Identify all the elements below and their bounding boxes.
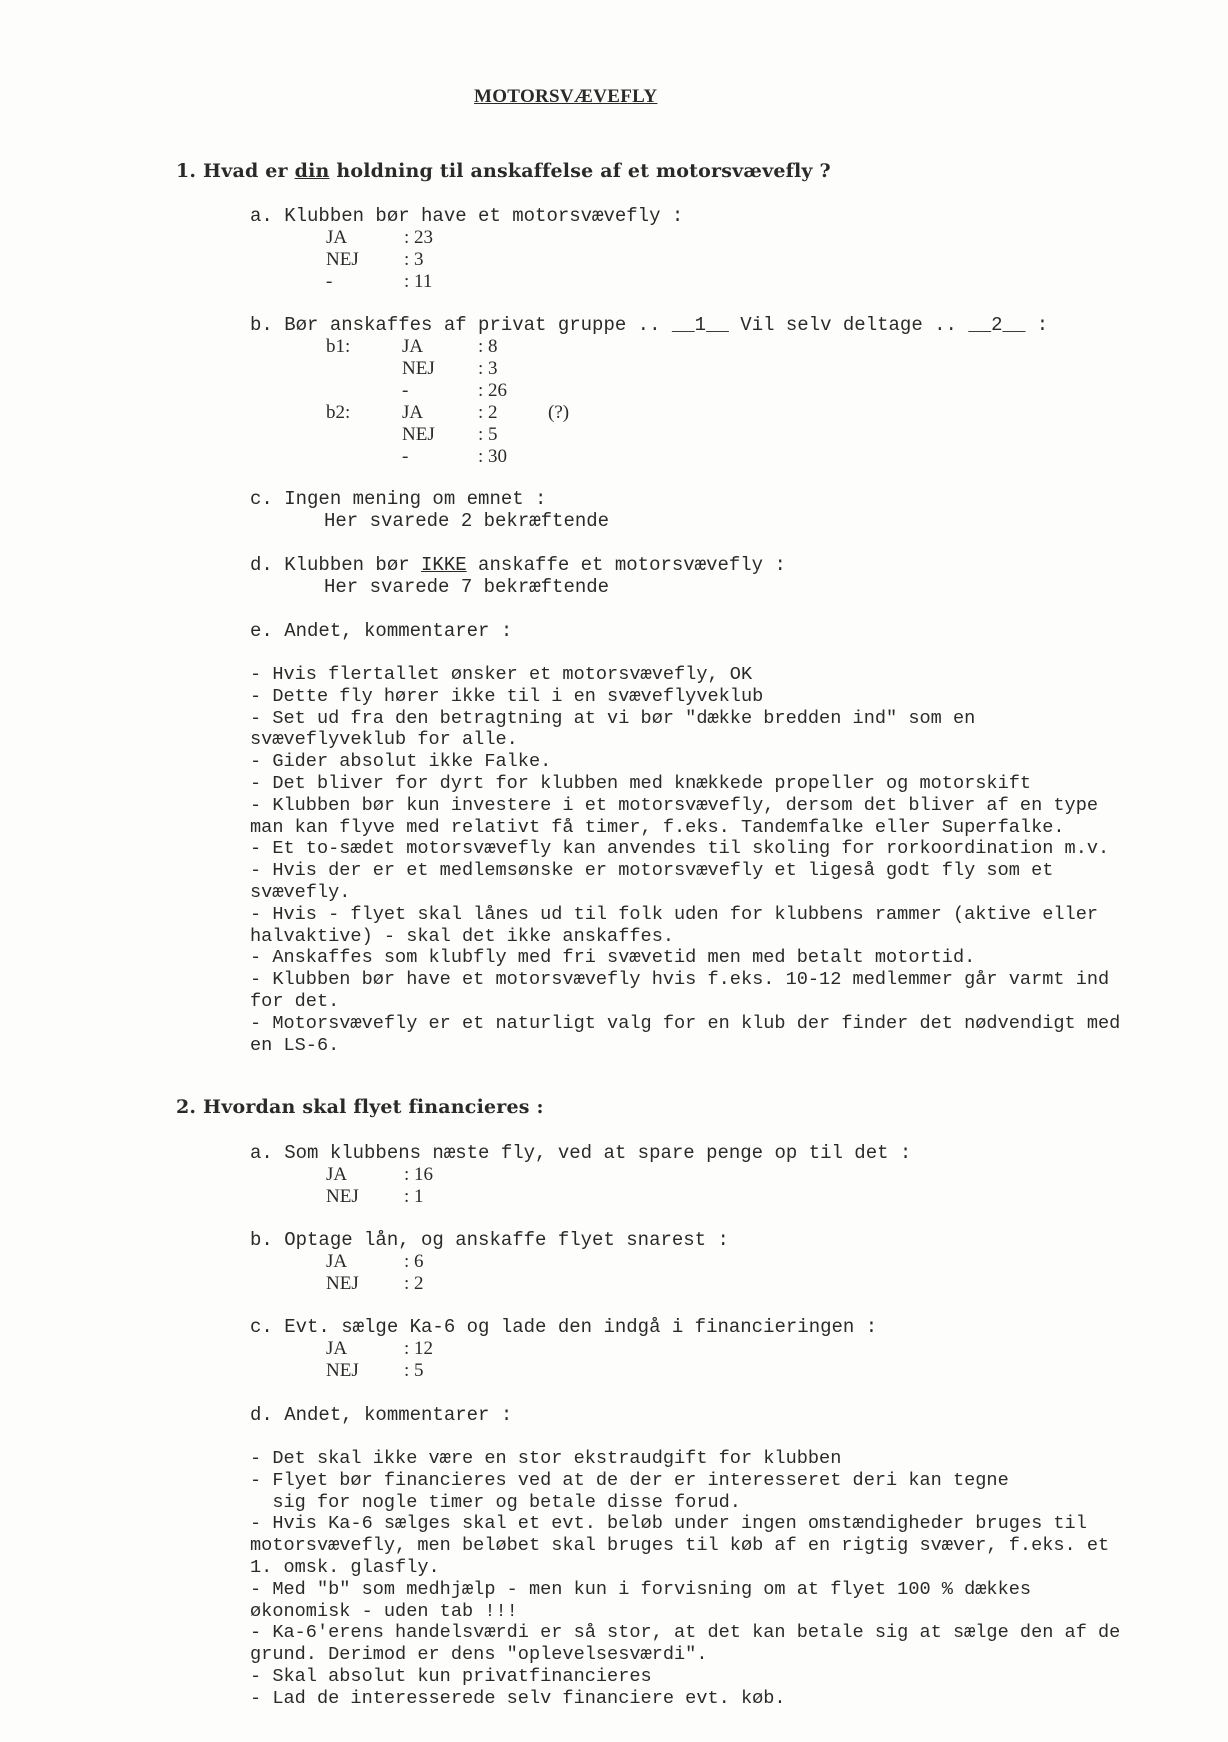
q1a-row-ja-value: : 23 bbox=[404, 227, 434, 248]
comment-line: - Flyet bør financieres ved at de der er interesseret deri kan tegne bbox=[250, 1469, 1009, 1491]
question-2-heading: 2. Hvordan skal flyet financieres : bbox=[176, 1096, 544, 1118]
comment-line: - Motorsvævefly er et naturligt valg for en klub der finder det nødvendigt med bbox=[250, 1012, 1121, 1034]
comment-line: - Det bliver for dyrt for klubben med knækkede propeller og motorskift bbox=[250, 772, 1032, 794]
q1d-suffix: anskaffe et motorsvævefly : bbox=[466, 554, 786, 576]
q1b-text1: b. Bør anskaffes af privat gruppe .. bbox=[250, 314, 672, 336]
q2a-row-nej-key: NEJ bbox=[326, 1186, 359, 1207]
comment-line: - Gider absolut ikke Falke. bbox=[250, 751, 552, 773]
q2d-comments bbox=[250, 1448, 1225, 1710]
comment-line: 1. omsk. glasfly. bbox=[250, 1556, 440, 1578]
q1b1-row-nej-key: NEJ bbox=[402, 358, 435, 379]
q1d-answer: Her svarede 7 bekræftende bbox=[324, 576, 610, 598]
q1c-answer: Her svarede 2 bekræftende bbox=[324, 510, 610, 532]
q2d-label: d. Andet, kommentarer : bbox=[250, 1404, 513, 1426]
q2c-row-ja-key: JA bbox=[326, 1338, 348, 1359]
comment-line: - Hvis der er et medlemsønske er motorsvævefly et ligeså godt fly som et bbox=[250, 860, 1054, 882]
page-title: MOTORSVÆVEFLY bbox=[474, 86, 658, 107]
q1a-label: a. Klubben bør have et motorsvævefly : bbox=[250, 205, 684, 227]
q1d-label bbox=[250, 554, 786, 576]
q1b1-row-dash-key: - bbox=[402, 380, 409, 401]
comment-line: - Hvis Ka-6 sælges skal et evt. beløb under ingen omstændigheder bruges til bbox=[250, 1513, 1087, 1535]
comment-line: - Skal absolut kun privatfinancieres bbox=[250, 1665, 652, 1687]
q2a-row-ja-value: : 16 bbox=[404, 1164, 434, 1185]
comment-line: - Dette fly hører ikke til i en svæveflyveklub bbox=[250, 685, 764, 707]
q2c-label: c. Evt. sælge Ka-6 og lade den indgå i financieringen : bbox=[250, 1316, 878, 1338]
comment-line: for det. bbox=[250, 990, 340, 1012]
q1b-label bbox=[250, 314, 1048, 336]
comment-line: svævefly. bbox=[250, 881, 351, 903]
q1b1-row-ja-value: : 8 bbox=[478, 336, 498, 357]
comment-line: - Det skal ikke være en stor ekstraudgift for klubben bbox=[250, 1448, 842, 1469]
q1a-row-dash-value: : 11 bbox=[404, 271, 433, 292]
comment-line: - Ka-6'erens handelsværdi er så stor, at det kan betale sig at sælge den af de bbox=[250, 1622, 1121, 1644]
q1b2-row-ja-note: (?) bbox=[548, 402, 570, 423]
comment-line: økonomisk - uden tab !!! bbox=[250, 1600, 518, 1622]
comment-line: - Klubben bør have et motorsvævefly hvis f.eks. 10-12 medlemmer går varmt ind bbox=[250, 969, 1110, 991]
q1b2-row-ja-value: : 2 bbox=[478, 402, 498, 423]
q1a-row-nej-key: NEJ bbox=[326, 249, 359, 270]
q1b2-label: b2: bbox=[326, 402, 351, 423]
q1b1-row-nej-value: : 3 bbox=[478, 358, 498, 379]
comment-line: halvaktive) - skal det ikke anskaffes. bbox=[250, 925, 675, 947]
comment-line: svæveflyveklub for alle. bbox=[250, 729, 518, 751]
q1a-row-nej-value: : 3 bbox=[404, 249, 424, 270]
q1b1-row-dash-value: : 26 bbox=[478, 380, 508, 401]
q1a-row-ja-key: JA bbox=[326, 227, 348, 248]
q1b-blank1: __1__ bbox=[671, 314, 729, 336]
q2a-label: a. Som klubbens næste fly, ved at spare penge op til det : bbox=[250, 1142, 912, 1164]
comment-line: - Klubben bør kun investere i et motorsvævefly, dersom det bliver af en type bbox=[250, 794, 1099, 816]
comment-line: motorsvævefly, men beløbet skal bruges til køb af en rigtig svæver, f.eks. et bbox=[250, 1535, 1110, 1557]
q1b2-row-dash-key: - bbox=[402, 446, 409, 467]
q1b-blank2: __2__ bbox=[968, 314, 1026, 336]
q1b-text2: Vil selv deltage .. bbox=[728, 314, 969, 336]
q2c-row-nej-value: : 5 bbox=[404, 1360, 424, 1381]
q2c-row-nej-key: NEJ bbox=[326, 1360, 359, 1381]
q1b2-row-nej-value: : 5 bbox=[478, 424, 498, 445]
comment-line: man kan flyve med relativt få timer, f.eks. Tandemfalke eller Superfalke. bbox=[250, 816, 1065, 838]
comment-line: - Hvis flertallet ønsker et motorsvævefly, OK bbox=[250, 664, 753, 685]
q2b-label: b. Optage lån, og anskaffe flyet snarest : bbox=[250, 1229, 729, 1251]
question-1-underlined: din bbox=[294, 160, 330, 182]
q2b-row-ja-key: JA bbox=[326, 1251, 348, 1272]
q1b1-label: b1: bbox=[326, 336, 351, 357]
comment-line: - Anskaffes som klubfly med fri svævetid men med betalt motortid. bbox=[250, 947, 976, 969]
q1c-label: c. Ingen mening om emnet : bbox=[250, 488, 547, 510]
comment-line: - Hvis - flyet skal lånes ud til folk uden for klubbens rammer (aktive eller bbox=[250, 903, 1099, 925]
comment-line: sig for nogle timer og betale disse forud. bbox=[250, 1491, 741, 1513]
q1b-text3: : bbox=[1025, 314, 1049, 336]
comment-line: - Lad de interesserede selv financiere evt. køb. bbox=[250, 1687, 786, 1709]
q2a-row-nej-value: : 1 bbox=[404, 1186, 424, 1207]
question-1-heading bbox=[176, 160, 831, 182]
q1b2-row-dash-value: : 30 bbox=[478, 446, 508, 467]
comment-line: - Set ud fra den betragtning at vi bør "dække bredden ind" som en bbox=[250, 707, 976, 729]
q2c-row-ja-value: : 12 bbox=[404, 1338, 434, 1359]
q2b-row-ja-value: : 6 bbox=[404, 1251, 424, 1272]
question-1-prefix: 1. Hvad er bbox=[176, 160, 295, 182]
q1b2-row-ja-key: JA bbox=[402, 402, 424, 423]
q2a-row-ja-key: JA bbox=[326, 1164, 348, 1185]
q1e-comments bbox=[250, 664, 1225, 1056]
q1d-underlined: IKKE bbox=[421, 554, 467, 576]
q2b-row-nej-value: : 2 bbox=[404, 1273, 424, 1294]
comment-line: en LS-6. bbox=[250, 1034, 340, 1056]
q1b1-row-ja-key: JA bbox=[402, 336, 424, 357]
comment-line: - Et to-sædet motorsvævefly kan anvendes til skoling for rorkoordination m.v. bbox=[250, 838, 1110, 860]
comment-line: grund. Derimod er dens "oplevelsesværdi". bbox=[250, 1644, 708, 1666]
q1e-label: e. Andet, kommentarer : bbox=[250, 620, 513, 642]
q1a-row-dash-key: - bbox=[326, 271, 333, 292]
q2b-row-nej-key: NEJ bbox=[326, 1273, 359, 1294]
comment-line: - Med "b" som medhjælp - men kun i forvisning om at flyet 100 % dækkes bbox=[250, 1578, 1032, 1600]
q1d-prefix: d. Klubben bør bbox=[250, 554, 422, 576]
question-1-suffix: holdning til anskaffelse af et motorsvævefly ? bbox=[329, 160, 831, 182]
q1b2-row-nej-key: NEJ bbox=[402, 424, 435, 445]
